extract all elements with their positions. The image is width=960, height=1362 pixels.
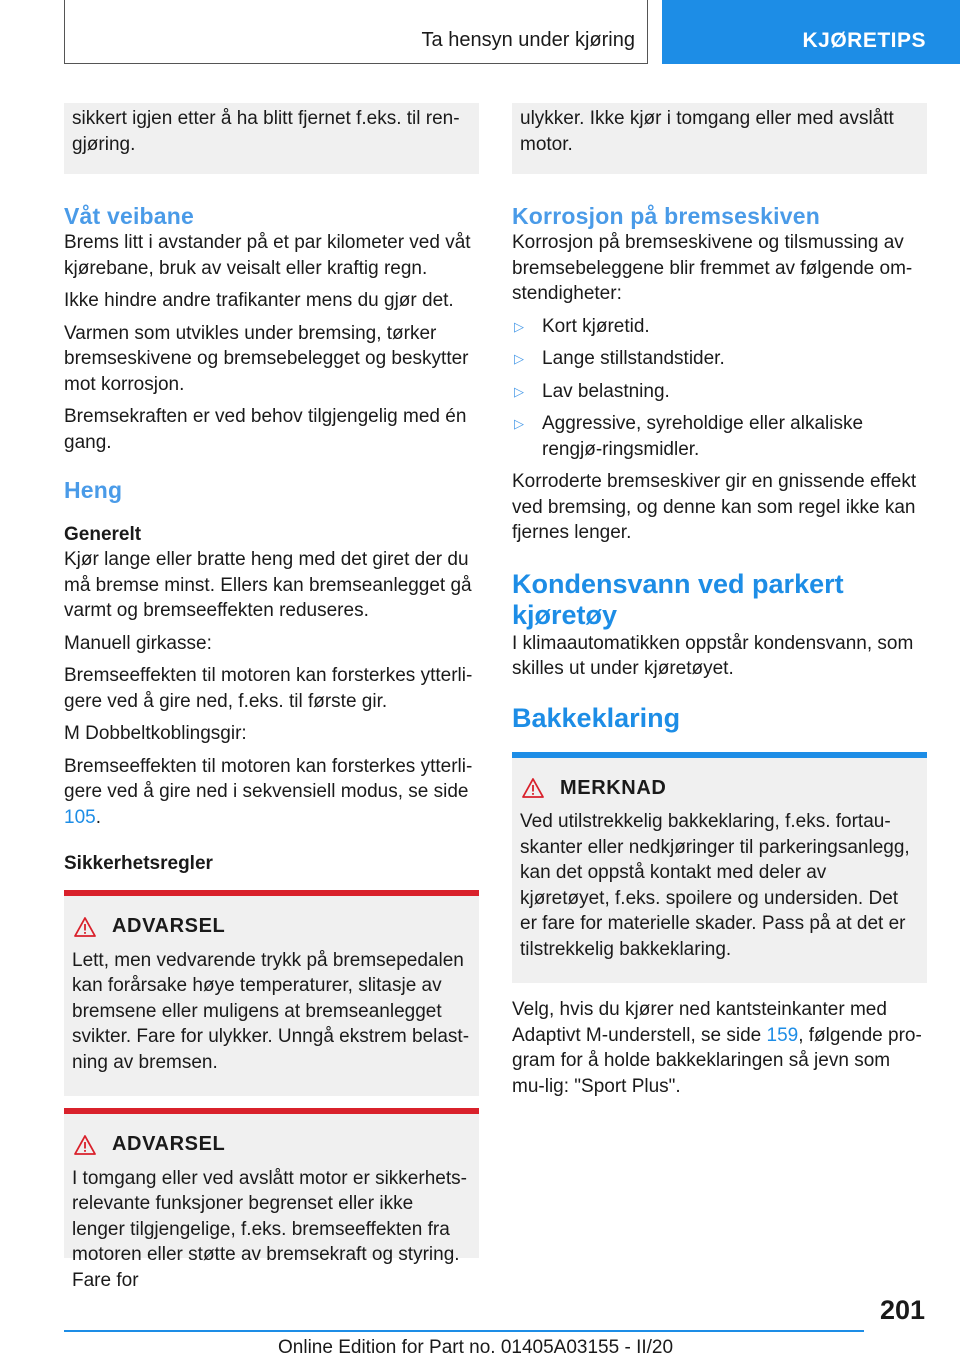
wet-paragraph-3: Varmen som utvikles under bremsing, tørker bremseskivene og bremsebelegget og beskytter mot korrosjon. <box>64 322 469 395</box>
header-section-tab <box>64 0 648 64</box>
list-item <box>512 346 927 372</box>
warning-triangle-icon <box>74 1135 96 1155</box>
list-item-text: Kort kjøretid. <box>542 315 650 337</box>
warning-1-header <box>72 914 471 940</box>
left-column <box>64 103 479 1291</box>
wet-paragraph-4: Bremsekraften er ved behov tilgjengelig med én gang. <box>64 406 467 453</box>
list-item <box>512 379 927 405</box>
right-column <box>512 103 927 1106</box>
notice-text: Ved utilstrekkelig bakkeklaring, f.eks. fortau-skanter eller nedkjøringer til parkeringsanlegg, kan det oppstå kontakt med deler av kjøretøyet, f.eks. spoilere og undersiden. Det er fare for materielle skader. Pass på at det er tilstrekkelig bakkeklaring. <box>520 811 910 960</box>
wet-paragraph-2: Ikke hindre andre trafikanter mens du gjør det. <box>64 290 454 311</box>
general-paragraph-4: M Dobbeltkoblingsgir: <box>64 723 247 744</box>
corrosion-list <box>512 314 927 463</box>
wet-paragraph-1: Brems litt i avstander på et par kilometer ved våt kjørebane, bruk av veisalt eller kraftig regn. <box>64 232 471 279</box>
list-item-text: Lange stillstandstider. <box>542 348 725 369</box>
heading-ground-clearance: Bakkeklaring <box>512 702 681 733</box>
continued-warning-box <box>64 103 479 174</box>
clearance-paragraph <box>512 997 927 1099</box>
warning-2-header <box>72 1132 471 1158</box>
page-link-159[interactable]: 159 <box>766 1024 799 1046</box>
clearance-paragraph-end: , følgende pro-gram for å holde bakkeklaringen så jevn som mu-lig: "Sport Plus". <box>512 1024 922 1097</box>
warning-2-title: ADVARSEL <box>112 1133 226 1155</box>
triangle-bullet-icon: ▷ <box>514 383 524 399</box>
notice-box <box>512 752 927 984</box>
warning-1-text: Lett, men vedvarende trykk på bremsepedalen kan forårsake høye temperaturer, slitasje av bremsene eller muligens at bremseanlegget svikter. Fare for ulykker. Unngå ekstrem belast-ning av bremsen. <box>72 949 470 1073</box>
warning-1-title: ADVARSEL <box>112 915 226 937</box>
list-item <box>512 411 927 462</box>
subheading-general: Generelt <box>64 524 142 545</box>
warning-box-1 <box>64 890 479 1096</box>
heading-brake-corrosion: Korrosjon på bremseskiven <box>512 203 820 229</box>
general-paragraph-5-text: Bremseeffekten til motoren kan forsterkes ytterli-gere ved å gire ned i sekvensiell modus, se side <box>64 755 473 802</box>
continued-text: sikkert igjen etter å ha blitt fjernet f.eks. til ren-gjøring. <box>72 108 460 155</box>
general-paragraph-3: Bremseeffekten til motoren kan forsterkes ytterli-gere ved å gire ned, f.eks. til første gir. <box>64 665 473 712</box>
triangle-bullet-icon: ▷ <box>514 318 524 334</box>
subheading-safety-rules: Sikkerhetsregler <box>64 853 213 874</box>
general-paragraph-2: Manuell girkasse: <box>64 632 212 654</box>
general-paragraph-5-end: . <box>95 806 101 828</box>
continued-warning-box-right <box>512 103 927 174</box>
page-number: 201 <box>880 1295 926 1325</box>
footer-divider <box>64 1330 864 1332</box>
clearance-paragraph-text: Velg, hvis du kjører ned kantsteinkanter med Adaptivt M-understell, se side <box>512 999 887 1046</box>
heading-wet-road: Våt veibane <box>64 203 195 229</box>
list-item-text: Aggressive, syreholdige eller alkaliske rengjø-ringsmidler. <box>542 413 864 460</box>
heading-slopes: Heng <box>64 477 123 503</box>
triangle-bullet-icon: ▷ <box>514 416 524 431</box>
footer-edition: Online Edition for Part no. 01405A03155 - II/20 <box>278 1337 674 1358</box>
warning-box-2 <box>64 1108 479 1291</box>
corrosion-paragraph-2: Korroderte bremseskiver gir en gnissende effekt ved bremsing, og denne kan som regel ikke kan fjernes lenger. <box>512 471 917 543</box>
warning-triangle-icon <box>74 917 96 937</box>
warning-2-text: I tomgang eller ved avslått motor er sikkerhets-relevante funksjoner begrenset eller ikke lenger tilgjengelige, f.eks. bremseeffekten fra motoren eller støtte av bremsekraft og styring. Fare for <box>72 1167 467 1291</box>
warning-triangle-icon <box>522 778 544 798</box>
header-chapter-title: KJØRETIPS <box>802 29 926 52</box>
general-paragraph-1: Kjør lange eller bratte heng med det giret der du må bremse minst. Ellers kan bremseanlegget gå varmt og bremseeffekten reduseres. <box>64 549 472 621</box>
heading-condensation: Kondensvann ved parkert kjøretøy <box>512 568 844 630</box>
condensation-paragraph: I klimaautomatikken oppstår kondensvann, som skilles ut under kjøretøyet. <box>512 632 914 679</box>
header-chapter-tab <box>662 0 960 64</box>
page-link-105[interactable]: 105 <box>64 806 96 828</box>
header-section-title: Ta hensyn under kjøring <box>421 29 635 51</box>
general-paragraph-5 <box>64 754 479 831</box>
list-item <box>512 314 927 340</box>
notice-header <box>520 776 919 802</box>
triangle-bullet-icon: ▷ <box>514 351 524 366</box>
continued-text-right: ulykker. Ikke kjør i tomgang eller med avslått motor. <box>520 108 894 155</box>
corrosion-paragraph-1: Korrosjon på bremseskivene og tilsmussing av bremsebeleggene blir fremmet av følgende om-stendigheter: <box>512 232 913 304</box>
list-item-text: Lav belastning. <box>542 380 670 402</box>
notice-title: MERKNAD <box>560 776 667 799</box>
